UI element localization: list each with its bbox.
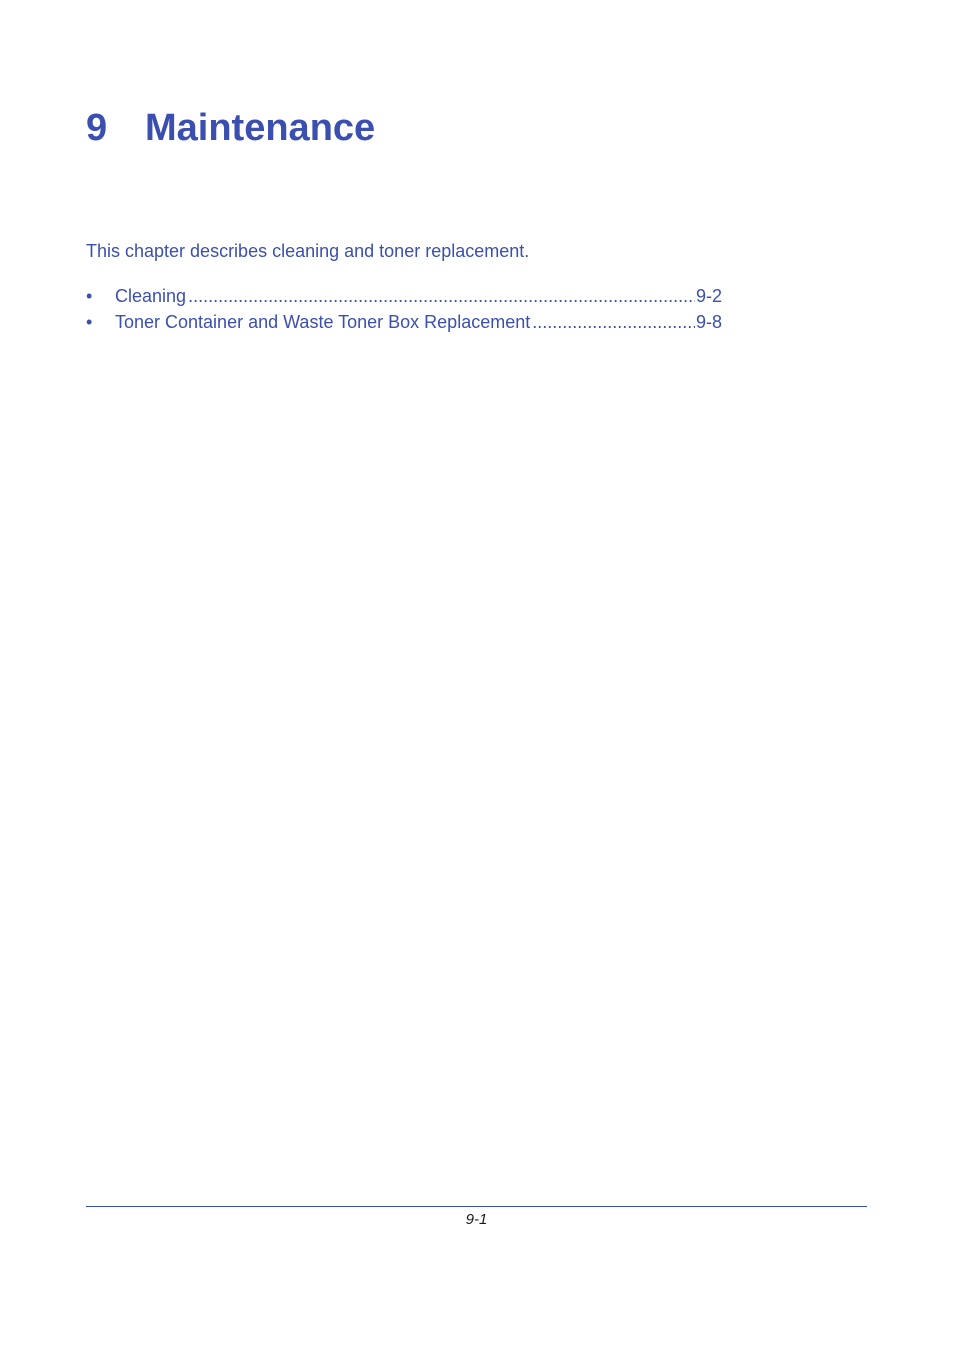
footer-divider (86, 1206, 867, 1207)
table-of-contents (86, 285, 722, 337)
toc-row (115, 285, 722, 307)
toc-page-toner-replacement[interactable]: 9-8 (695, 312, 722, 332)
bullet-icon: • (86, 286, 93, 306)
chapter-number: 9 (86, 107, 108, 149)
bullet-icon: • (86, 312, 93, 332)
toc-link-toner-replacement[interactable]: Toner Container and Waste Toner Box Replacement (115, 312, 531, 332)
dot-leader (532, 311, 695, 333)
chapter-title: Maintenance (145, 107, 376, 149)
dot-leader (188, 285, 695, 307)
toc-entry-cleaning (86, 285, 722, 311)
chapter-intro: This chapter describes cleaning and toner replacement. (86, 241, 530, 261)
toc-row (115, 311, 722, 333)
toc-entry-toner-replacement (86, 311, 722, 337)
chapter-heading (86, 104, 375, 152)
toc-page-cleaning[interactable]: 9-2 (695, 286, 722, 306)
page-number: 9-1 (465, 1211, 488, 1228)
toc-link-cleaning[interactable]: Cleaning (115, 286, 187, 306)
